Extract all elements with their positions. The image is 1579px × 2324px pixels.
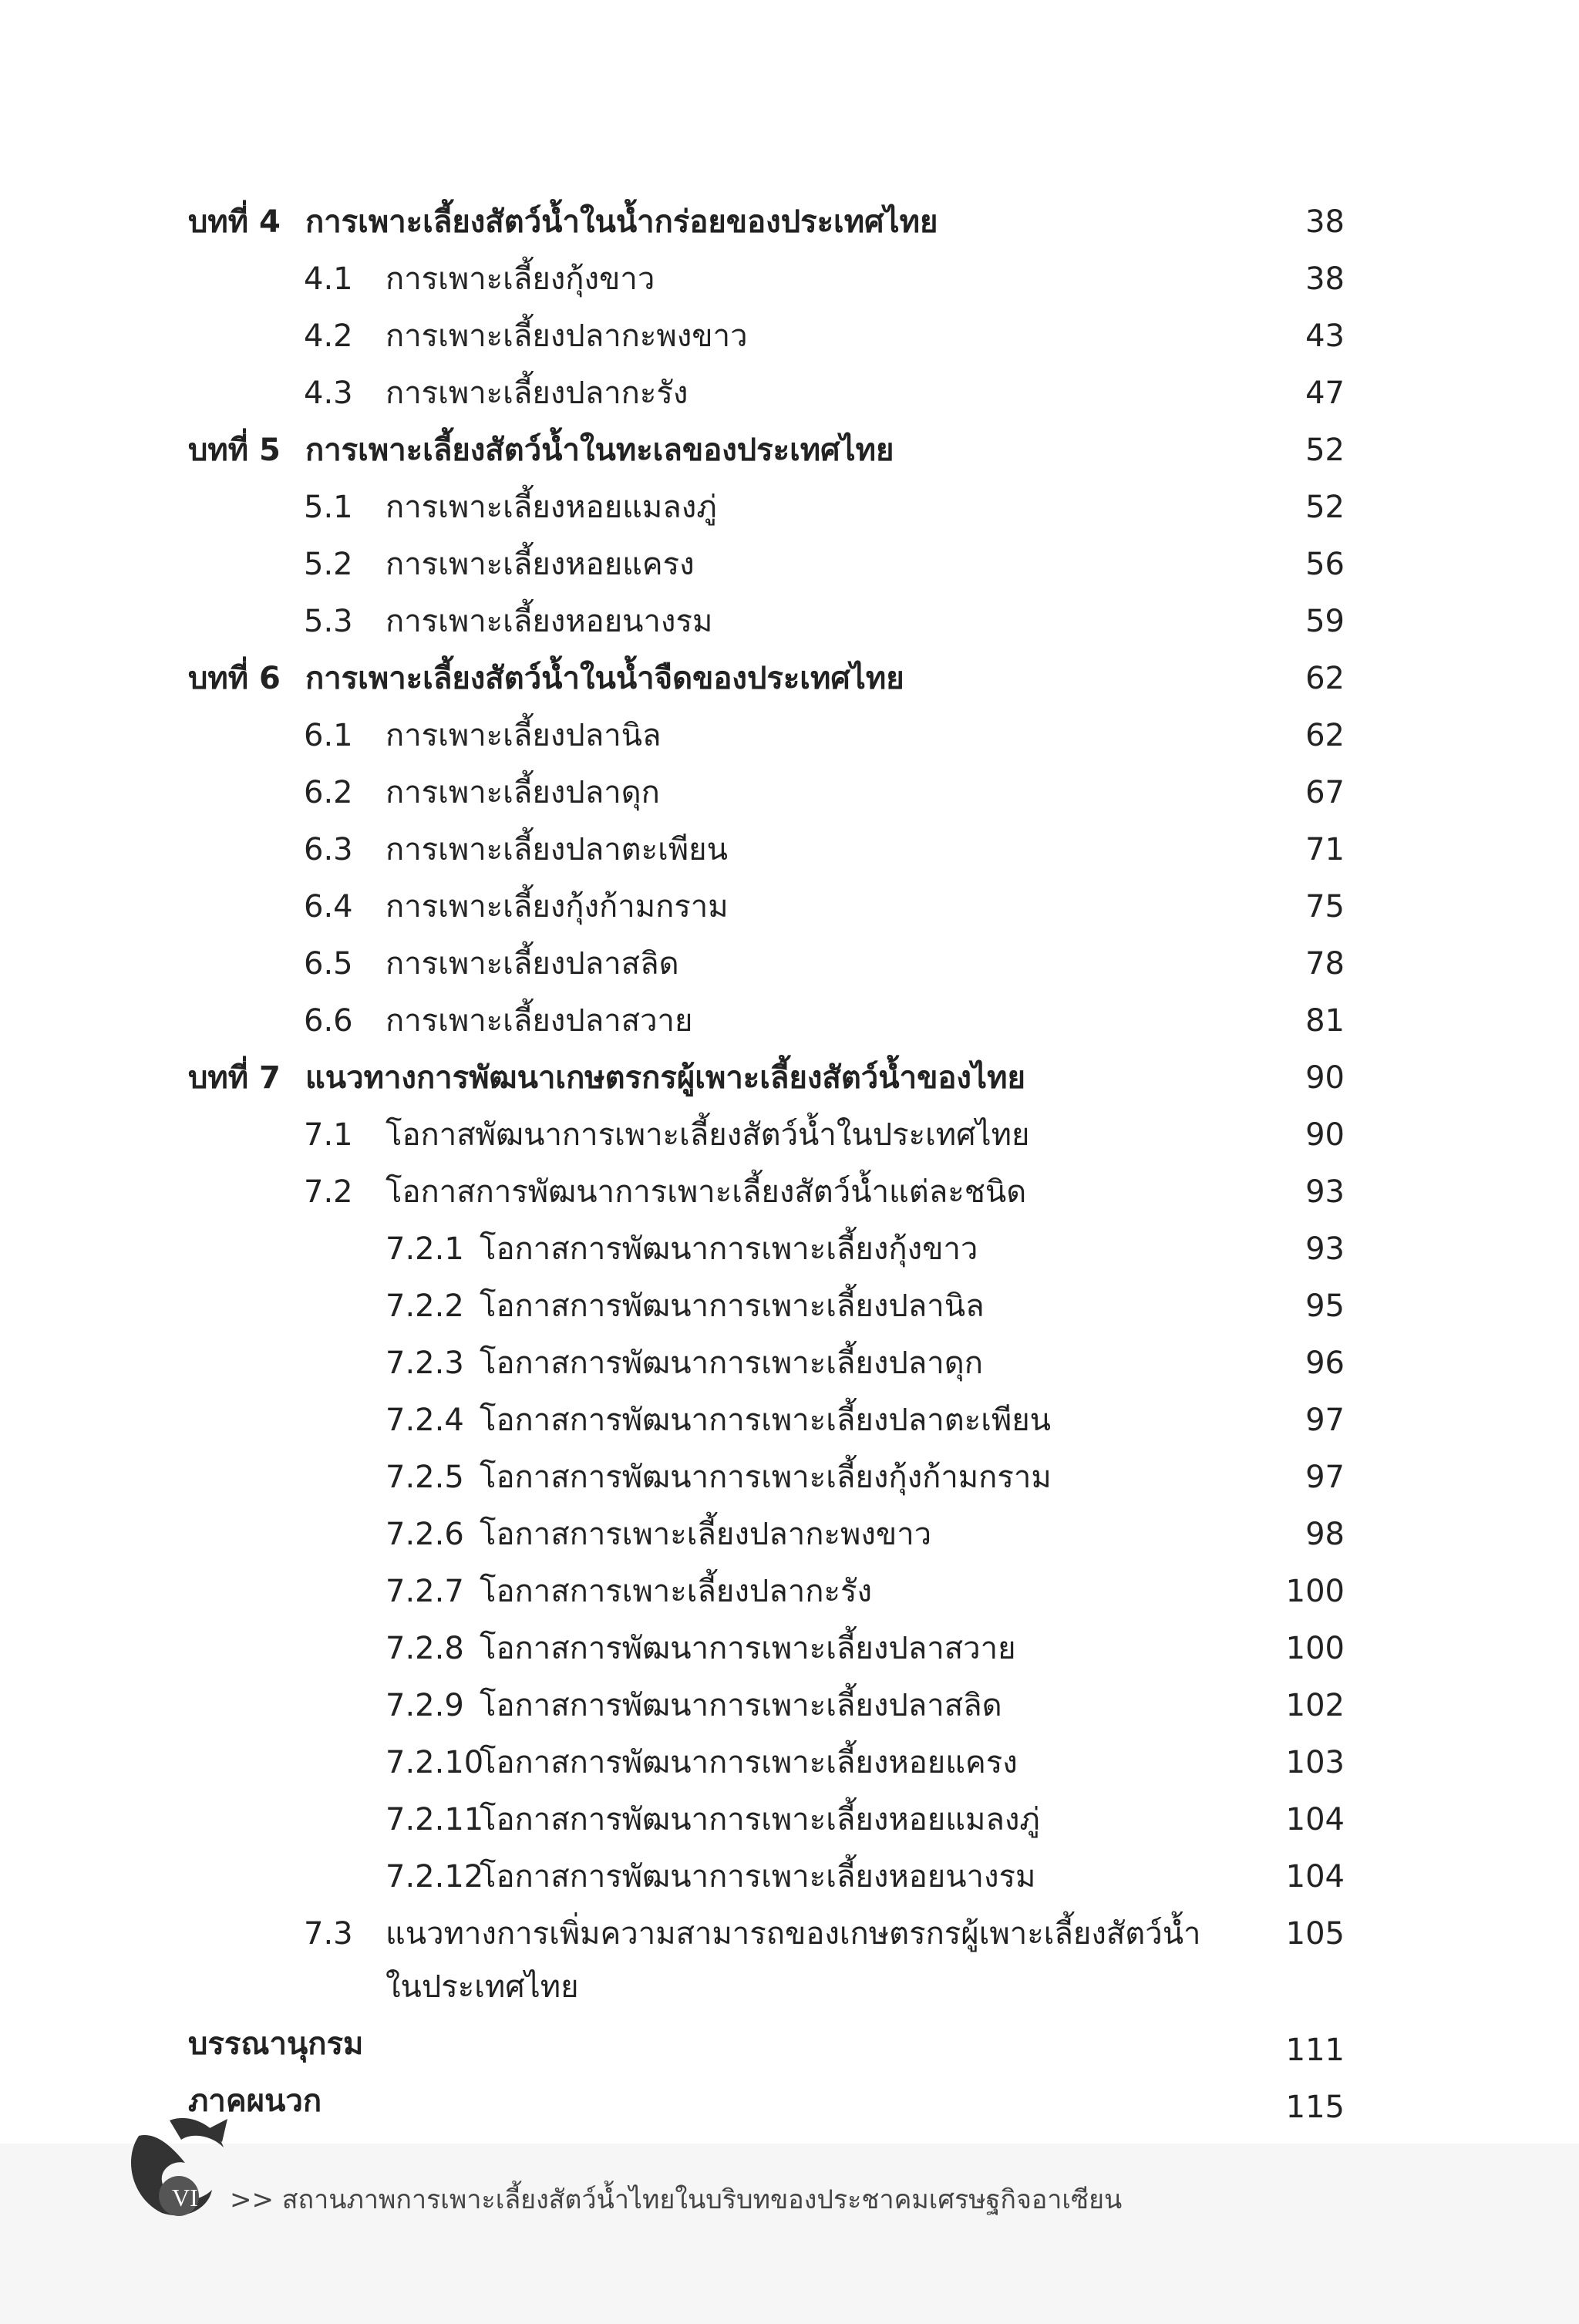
section-number: 6.6	[304, 1003, 353, 1039]
subsection-number: 7.2.8	[385, 1631, 464, 1666]
subsection-number: 7.2.9	[385, 1688, 464, 1723]
toc-chapter-7[interactable]	[188, 1049, 1025, 1106]
section-title: การเพาะเลี้ยงปลากะพงขาว	[385, 318, 748, 354]
page-number: 96	[1305, 1346, 1345, 1381]
subsection-title: โอกาสการพัฒนาการเพาะเลี้ยงหอยแครง	[480, 1745, 1018, 1780]
chapter-number: บทที่ 5	[188, 433, 281, 468]
toc-section-4-3[interactable]	[304, 365, 688, 422]
page-number: 115	[1285, 2090, 1345, 2125]
chapter-title: แนวทางการพัฒนาเกษตรกรผู้เพาะเลี้ยงสัตว์น้ำของไทย	[305, 1060, 1025, 1096]
page-footer	[0, 2144, 1579, 2324]
toc-chapter-5[interactable]	[188, 422, 894, 479]
section-title: การเพาะเลี้ยงปลานิล	[385, 718, 662, 753]
section-title: การเพาะเลี้ยงหอยนางรม	[385, 604, 713, 639]
page-number: 43	[1305, 318, 1345, 354]
toc-subsection-7-2-6[interactable]	[385, 1506, 931, 1563]
section-title: โอกาสพัฒนาการเพาะเลี้ยงสัตว์น้ำในประเทศไทย	[385, 1117, 1030, 1153]
section-title: การเพาะเลี้ยงปลาดุก	[385, 775, 660, 810]
page-number: 104	[1285, 1802, 1345, 1837]
page-number: 104	[1285, 1859, 1345, 1895]
subsection-number: 7.2.5	[385, 1460, 464, 1495]
toc-subsection-7-2-11[interactable]	[385, 1791, 1040, 1848]
page-number: 98	[1305, 1517, 1345, 1552]
page-number: 95	[1305, 1288, 1345, 1324]
section-title: โอกาสการพัฒนาการเพาะเลี้ยงสัตว์น้ำแต่ละชนิด	[385, 1174, 1027, 1210]
toc-subsection-7-2-2[interactable]	[385, 1278, 985, 1335]
page-number: 93	[1305, 1174, 1345, 1210]
section-title: การเพาะเลี้ยงปลากะรัง	[385, 376, 688, 411]
toc-section-5-3[interactable]	[304, 593, 712, 650]
page-number: 103	[1285, 1745, 1345, 1780]
section-number: 6.4	[304, 889, 353, 925]
page-number: 47	[1305, 376, 1345, 411]
subsection-number: 7.2.1	[385, 1231, 464, 1267]
chapter-number: บทที่ 4	[188, 204, 281, 240]
toc-subsection-7-2-8[interactable]	[385, 1620, 1016, 1677]
toc-section-7-3[interactable]	[304, 1905, 1201, 1962]
toc-section-4-2[interactable]	[304, 308, 748, 365]
subsection-number: 7.2.11	[385, 1802, 484, 1837]
page-number: 90	[1305, 1117, 1345, 1153]
subsection-title: โอกาสการเพาะเลี้ยงปลากะพงขาว	[480, 1517, 932, 1552]
section-number: 4.2	[304, 318, 353, 354]
subsection-title: โอกาสการพัฒนาการเพาะเลี้ยงหอยแมลงภู่	[480, 1802, 1040, 1837]
page-number: 102	[1285, 1688, 1345, 1723]
section-title: การเพาะเลี้ยงกุ้งขาว	[385, 261, 655, 297]
subsection-number: 7.2.4	[385, 1403, 464, 1438]
section-title: การเพาะเลี้ยงปลาสวาย	[385, 1003, 693, 1039]
toc-subsection-7-2-3[interactable]	[385, 1335, 983, 1392]
section-number: 7.3	[304, 1916, 353, 1952]
subsection-title: โอกาสการพัฒนาการเพาะเลี้ยงกุ้งก้ามกราม	[480, 1460, 1052, 1495]
toc-subsection-7-2-9[interactable]	[385, 1677, 1002, 1734]
toc-section-5-2[interactable]	[304, 536, 695, 593]
page-number: 62	[1305, 661, 1345, 696]
subsection-number: 7.2.10	[385, 1745, 484, 1780]
toc-section-5-1[interactable]	[304, 479, 717, 536]
section-title: การเพาะเลี้ยงกุ้งก้ามกราม	[385, 889, 729, 925]
appendix-title: ภาคผนวก	[188, 2083, 322, 2119]
subsection-number: 7.2.12	[385, 1859, 484, 1895]
section-number: 6.3	[304, 832, 353, 867]
page-number: 78	[1305, 946, 1345, 982]
chapter-title: การเพาะเลี้ยงสัตว์น้ำในน้ำกร่อยของประเทศไทย	[305, 204, 938, 240]
chapter-title: การเพาะเลี้ยงสัตว์น้ำในน้ำจืดของประเทศไทย	[305, 661, 904, 696]
page-number: 38	[1305, 204, 1345, 240]
toc-subsection-7-2-12[interactable]	[385, 1848, 1035, 1905]
page-number: 81	[1305, 1003, 1345, 1039]
toc-subsection-7-2-10[interactable]	[385, 1734, 1018, 1791]
toc-subsection-7-2-1[interactable]	[385, 1221, 978, 1278]
page-number: 71	[1305, 832, 1345, 867]
subsection-number: 7.2.3	[385, 1346, 464, 1381]
page-number: 111	[1285, 2033, 1345, 2068]
section-number: 5.2	[304, 547, 353, 582]
subsection-title: โอกาสการพัฒนาการเพาะเลี้ยงหอยนางรม	[480, 1859, 1036, 1895]
toc-section-6-2[interactable]	[304, 764, 660, 821]
subsection-title: โอกาสการพัฒนาการเพาะเลี้ยงปลานิล	[480, 1288, 985, 1324]
chapter-number: บทที่ 7	[188, 1060, 281, 1096]
toc-section-6-3[interactable]	[304, 821, 728, 878]
page-number: 56	[1305, 547, 1345, 582]
section-number: 7.1	[304, 1117, 353, 1153]
subsection-title: โอกาสการพัฒนาการเพาะเลี้ยงปลาสวาย	[480, 1631, 1016, 1666]
subsection-number: 7.2.6	[385, 1517, 464, 1552]
toc-section-4-1[interactable]	[304, 251, 655, 308]
page-number: 62	[1305, 718, 1345, 753]
section-title: การเพาะเลี้ยงหอยแมลงภู่	[385, 490, 717, 525]
section-title: การเพาะเลี้ยงหอยแครง	[385, 547, 695, 582]
toc-chapter-4[interactable]	[188, 194, 938, 251]
toc-subsection-7-2-7[interactable]	[385, 1563, 872, 1620]
bibliography-title: บรรณานุกรม	[188, 2026, 364, 2062]
page-number: 100	[1285, 1574, 1345, 1609]
page-number: 90	[1305, 1060, 1345, 1096]
subsection-number: 7.2.7	[385, 1574, 464, 1609]
page-number: 52	[1305, 433, 1345, 468]
toc-chapter-6[interactable]	[188, 650, 904, 707]
section-title: การเพาะเลี้ยงปลาสลิด	[385, 946, 679, 982]
section-title: แนวทางการเพิ่มความสามารถของเกษตรกรผู้เพาะเลี้ยงสัตว์น้ำ	[385, 1916, 1201, 1952]
toc-section-6-4[interactable]	[304, 878, 729, 935]
page-number: 100	[1285, 1631, 1345, 1666]
page-roman-numeral: VI	[172, 2184, 198, 2211]
toc-subsection-7-2-5[interactable]	[385, 1449, 1052, 1506]
toc-bibliography[interactable]	[188, 2016, 363, 2073]
chapter-title: การเพาะเลี้ยงสัตว์น้ำในทะเลของประเทศไทย	[305, 433, 894, 468]
chapter-number: บทที่ 6	[188, 661, 281, 696]
subsection-title: โอกาสการเพาะเลี้ยงปลากะรัง	[480, 1574, 872, 1609]
toc-subsection-7-2-4[interactable]	[385, 1392, 1051, 1449]
toc-section-7-2[interactable]	[304, 1164, 1026, 1221]
page-number: 38	[1305, 261, 1345, 297]
section-number: 6.2	[304, 775, 353, 810]
subsection-title: โอกาสการพัฒนาการเพาะเลี้ยงกุ้งขาว	[480, 1231, 978, 1267]
section-number: 4.3	[304, 376, 353, 411]
section-number: 5.1	[304, 490, 353, 525]
running-title: >> สถานภาพการเพาะเลี้ยงสัตว์น้ำไทยในบริบทของประชาคมเศรษฐกิจอาเซียน	[230, 2184, 1123, 2215]
subsection-title: โอกาสการพัฒนาการเพาะเลี้ยงปลาตะเพียน	[480, 1403, 1052, 1438]
toc-section-7-1[interactable]	[304, 1106, 1029, 1164]
subsection-number: 7.2.2	[385, 1288, 464, 1324]
page-number: 105	[1285, 1916, 1345, 1952]
page-number: 93	[1305, 1231, 1345, 1267]
section-number: 5.3	[304, 604, 353, 639]
subsection-title: โอกาสการพัฒนาการเพาะเลี้ยงปลาดุก	[480, 1346, 983, 1381]
page-number: 52	[1305, 490, 1345, 525]
page-number: 59	[1305, 604, 1345, 639]
page-number: 67	[1305, 775, 1345, 810]
section-number: 6.1	[304, 718, 353, 753]
toc-section-6-6[interactable]	[304, 992, 692, 1049]
page-number: 97	[1305, 1460, 1345, 1495]
page-number: 75	[1305, 889, 1345, 925]
section-number: 4.1	[304, 261, 353, 297]
subsection-title: โอกาสการพัฒนาการเพาะเลี้ยงปลาสลิด	[480, 1688, 1002, 1723]
toc-section-6-1[interactable]	[304, 707, 662, 764]
toc-section-6-5[interactable]	[304, 935, 679, 992]
page-number: 97	[1305, 1403, 1345, 1438]
section-title: การเพาะเลี้ยงปลาตะเพียน	[385, 832, 728, 867]
section-number: 7.2	[304, 1174, 353, 1210]
section-number: 6.5	[304, 946, 353, 982]
section-title-continuation: ในประเทศไทย	[385, 1969, 579, 2005]
